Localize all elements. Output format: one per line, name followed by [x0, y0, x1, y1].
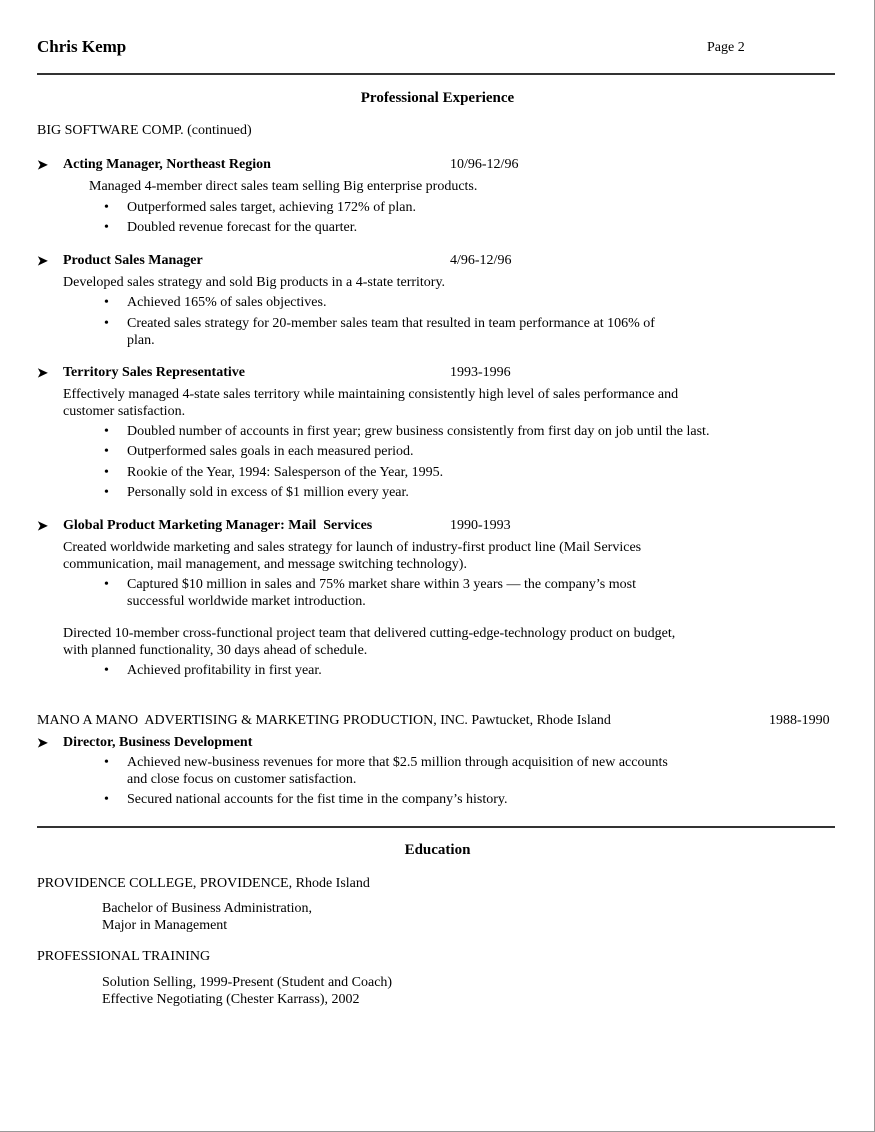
bullet-text-continued: and close focus on customer satisfaction.	[127, 772, 357, 787]
education-divider	[37, 826, 835, 828]
company-name: BIG SOFTWARE COMP. (continued)	[37, 123, 252, 138]
bullet-text: Achieved 165% of sales objectives.	[127, 295, 327, 310]
bullet-text: Achieved new-business revenues for more that $2.5 million through acquisition of new accounts	[127, 755, 668, 770]
company-name: MANO A MANO ADVERTISING & MARKETING PRODUCTION, INC. Pawtucket, Rhode Island	[37, 713, 611, 728]
bullet-icon: •	[104, 485, 109, 500]
page-number: Page 2	[707, 40, 745, 55]
bullet-icon: •	[104, 295, 109, 310]
major-text: Major in Management	[102, 918, 228, 933]
job-description-continued: customer satisfaction.	[63, 404, 186, 419]
bullet-text: Doubled revenue forecast for the quarter.	[127, 220, 358, 235]
bullet-icon: •	[104, 577, 109, 592]
job-dates: 1990-1993	[450, 518, 511, 533]
bullet-text-continued: successful worldwide market introduction.	[127, 594, 366, 609]
job-title: Acting Manager, Northeast Region	[63, 157, 271, 172]
bullet-text: Doubled number of accounts in first year; grew business consistently from first day on job until the last.	[127, 424, 710, 439]
job-description: Effectively managed 4-state sales territory while maintaining consistently high level of sales performance and	[63, 387, 679, 402]
bullet-icon: •	[104, 424, 109, 439]
chevron-icon: ➤	[37, 518, 48, 533]
training-item: Solution Selling, 1999-Present (Student and Coach)	[102, 975, 393, 990]
job-description-continued: communication, mail management, and message switching technology).	[63, 557, 467, 572]
bullet-text: Captured $10 million in sales and 75% market share within 3 years — the company’s most	[127, 577, 636, 592]
bullet-text: Outperformed sales goals in each measured period.	[127, 444, 414, 459]
job-description: Managed 4-member direct sales team selling Big enterprise products.	[89, 179, 478, 194]
chevron-icon: ➤	[37, 735, 48, 750]
chevron-icon: ➤	[37, 365, 48, 380]
job-title: Global Product Marketing Manager: Mail Services	[63, 518, 373, 533]
bullet-icon: •	[104, 663, 109, 678]
chevron-icon: ➤	[37, 157, 48, 172]
school-name: PROVIDENCE COLLEGE, PROVIDENCE, Rhode Island	[37, 876, 370, 891]
bullet-text: Outperformed sales target, achieving 172% of plan.	[127, 200, 416, 215]
job-dates: 10/96-12/96	[450, 157, 519, 172]
job-title: Product Sales Manager	[63, 253, 203, 268]
company-dates: 1988-1990	[769, 713, 830, 728]
bullet-text: Secured national accounts for the fist time in the company’s history.	[127, 792, 508, 807]
bullet-icon: •	[104, 792, 109, 807]
bullet-icon: •	[104, 755, 109, 770]
bullet-text: Rookie of the Year, 1994: Salesperson of the Year, 1995.	[127, 465, 444, 480]
degree-text: Bachelor of Business Administration,	[102, 901, 312, 916]
job-dates: 1993-1996	[450, 365, 511, 380]
training-heading: PROFESSIONAL TRAINING	[37, 949, 211, 964]
bullet-text: Personally sold in excess of $1 million every year.	[127, 485, 409, 500]
bullet-icon: •	[104, 444, 109, 459]
education-heading: Education	[404, 842, 471, 858]
job-description: Directed 10-member cross-functional project team that delivered cutting-edge-technology product on budget,	[63, 626, 676, 641]
job-description: Developed sales strategy and sold Big products in a 4-state territory.	[63, 275, 446, 290]
bullet-text-continued: plan.	[127, 333, 155, 348]
bullet-icon: •	[104, 200, 109, 215]
job-title: Director, Business Development	[63, 735, 253, 750]
job-description-continued: with planned functionality, 30 days ahead of schedule.	[63, 643, 368, 658]
training-item: Effective Negotiating (Chester Karrass), 2002	[102, 992, 360, 1007]
header-divider	[37, 73, 835, 75]
chevron-icon: ➤	[37, 253, 48, 268]
bullet-icon: •	[104, 316, 109, 331]
bullet-icon: •	[104, 465, 109, 480]
candidate-name: Chris Kemp	[37, 37, 127, 56]
job-description: Created worldwide marketing and sales strategy for launch of industry-first product line (Mail Services	[63, 540, 642, 555]
job-title: Territory Sales Representative	[63, 365, 245, 380]
job-dates: 4/96-12/96	[450, 253, 512, 268]
bullet-text: Created sales strategy for 20-member sales team that resulted in team performance at 106% of	[127, 316, 655, 331]
bullet-text: Achieved profitability in first year.	[127, 663, 322, 678]
experience-heading: Professional Experience	[360, 90, 515, 106]
bullet-icon: •	[104, 220, 109, 235]
